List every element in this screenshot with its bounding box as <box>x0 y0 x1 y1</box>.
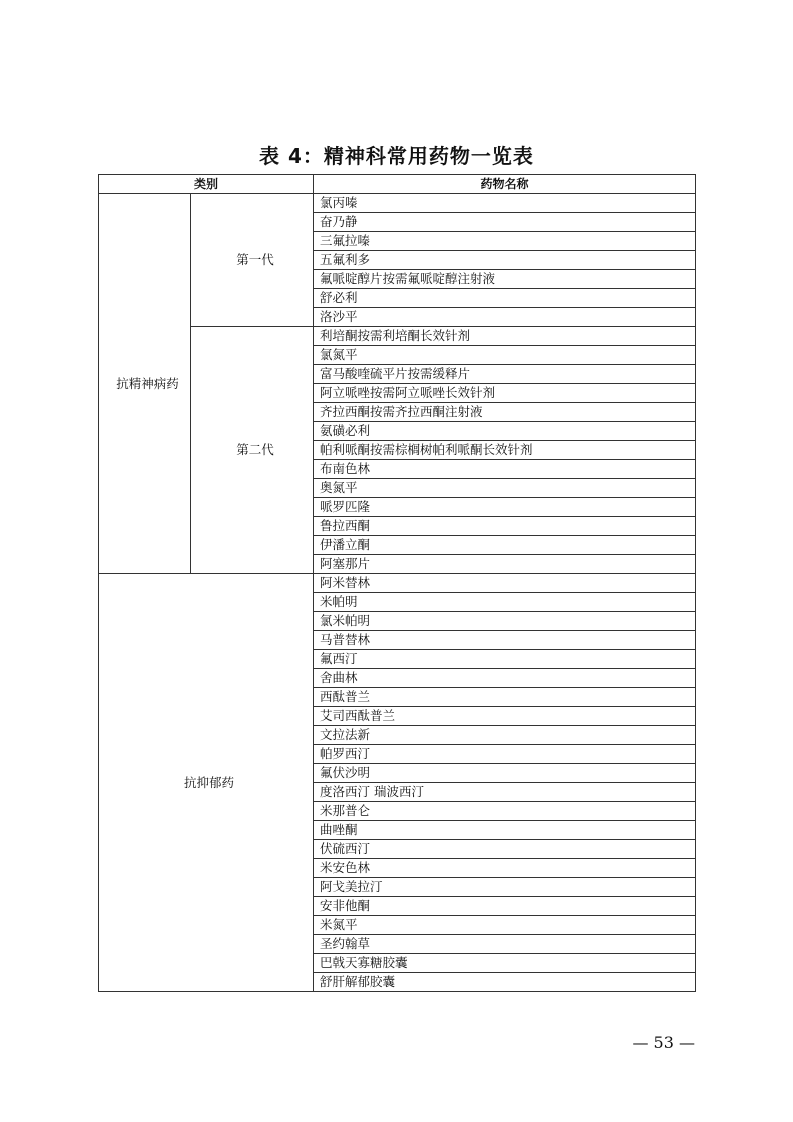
drug-name-cell: 舒肝解郁胶囊 <box>314 973 696 992</box>
drug-name-cell: 伊潘立酮 <box>314 536 696 555</box>
drug-name-cell: 伏硫西汀 <box>314 840 696 859</box>
drug-name-cell: 舒必利 <box>314 289 696 308</box>
drug-name-cell: 艾司西酞普兰 <box>314 707 696 726</box>
drug-name-cell: 布南色林 <box>314 460 696 479</box>
drug-name-cell: 阿立哌唑按需阿立哌唑长效针剂 <box>314 384 696 403</box>
drug-name-cell: 氟西汀 <box>314 650 696 669</box>
drug-name-cell: 富马酸喹硫平片按需缓释片 <box>314 365 696 384</box>
drug-name-cell: 三氟拉嗪 <box>314 232 696 251</box>
drug-name-cell: 米帕明 <box>314 593 696 612</box>
subcategory-cell: 第二代 <box>191 327 314 574</box>
drug-name-cell: 氨磺必利 <box>314 422 696 441</box>
drug-name-cell: 利培酮按需利培酮长效针剂 <box>314 327 696 346</box>
drug-name-cell: 帕罗西汀 <box>314 745 696 764</box>
drug-name-cell: 洛沙平 <box>314 308 696 327</box>
drug-name-cell: 圣约翰草 <box>314 935 696 954</box>
drug-name-cell: 米安色林 <box>314 859 696 878</box>
subcategory-cell: 第一代 <box>191 194 314 327</box>
table-row <box>99 194 696 213</box>
drug-name-cell: 氟哌啶醇片按需氟哌啶醇注射液 <box>314 270 696 289</box>
drug-name-cell: 阿米替林 <box>314 574 696 593</box>
drug-name-cell: 帕利哌酮按需棕榈树帕利哌酮长效针剂 <box>314 441 696 460</box>
drug-name-cell: 哌罗匹隆 <box>314 498 696 517</box>
table-title: 表 4：精神科常用药物一览表 <box>259 144 534 168</box>
category-header: 类别 <box>99 175 314 194</box>
drug-name-cell: 氯丙嗪 <box>314 194 696 213</box>
drug-name-cell: 安非他酮 <box>314 897 696 916</box>
drug-name-cell: 巴戟天寡糖胶囊 <box>314 954 696 973</box>
drug-name-cell: 西酞普兰 <box>314 688 696 707</box>
drug-name-header: 药物名称 <box>314 175 696 194</box>
table-header-row <box>99 175 696 194</box>
drug-name-cell: 文拉法新 <box>314 726 696 745</box>
drug-name-cell: 奋乃静 <box>314 213 696 232</box>
drug-name-cell: 马普替林 <box>314 631 696 650</box>
drug-table <box>98 174 696 992</box>
drug-name-cell: 奥氮平 <box>314 479 696 498</box>
drug-name-cell: 曲唑酮 <box>314 821 696 840</box>
drug-name-cell: 氯氮平 <box>314 346 696 365</box>
drug-name-cell: 阿戈美拉汀 <box>314 878 696 897</box>
drug-name-cell: 阿塞那片 <box>314 555 696 574</box>
drug-name-cell: 鲁拉西酮 <box>314 517 696 536</box>
drug-name-cell: 度洛西汀 瑞波西汀 <box>314 783 696 802</box>
drug-name-cell: 米氮平 <box>314 916 696 935</box>
category-cell: 抗抑郁药 <box>99 574 314 992</box>
drug-name-cell: 米那普仑 <box>314 802 696 821</box>
drug-name-cell: 齐拉西酮按需齐拉西酮注射液 <box>314 403 696 422</box>
drug-name-cell: 氯米帕明 <box>314 612 696 631</box>
drug-name-cell: 氟伏沙明 <box>314 764 696 783</box>
page-number: — 53 — <box>632 1033 695 1052</box>
drug-name-cell: 舍曲林 <box>314 669 696 688</box>
table-body <box>99 194 696 992</box>
drug-name-cell: 五氟利多 <box>314 251 696 270</box>
table-row <box>99 574 696 593</box>
category-cell: 抗精神病药 <box>99 194 191 574</box>
